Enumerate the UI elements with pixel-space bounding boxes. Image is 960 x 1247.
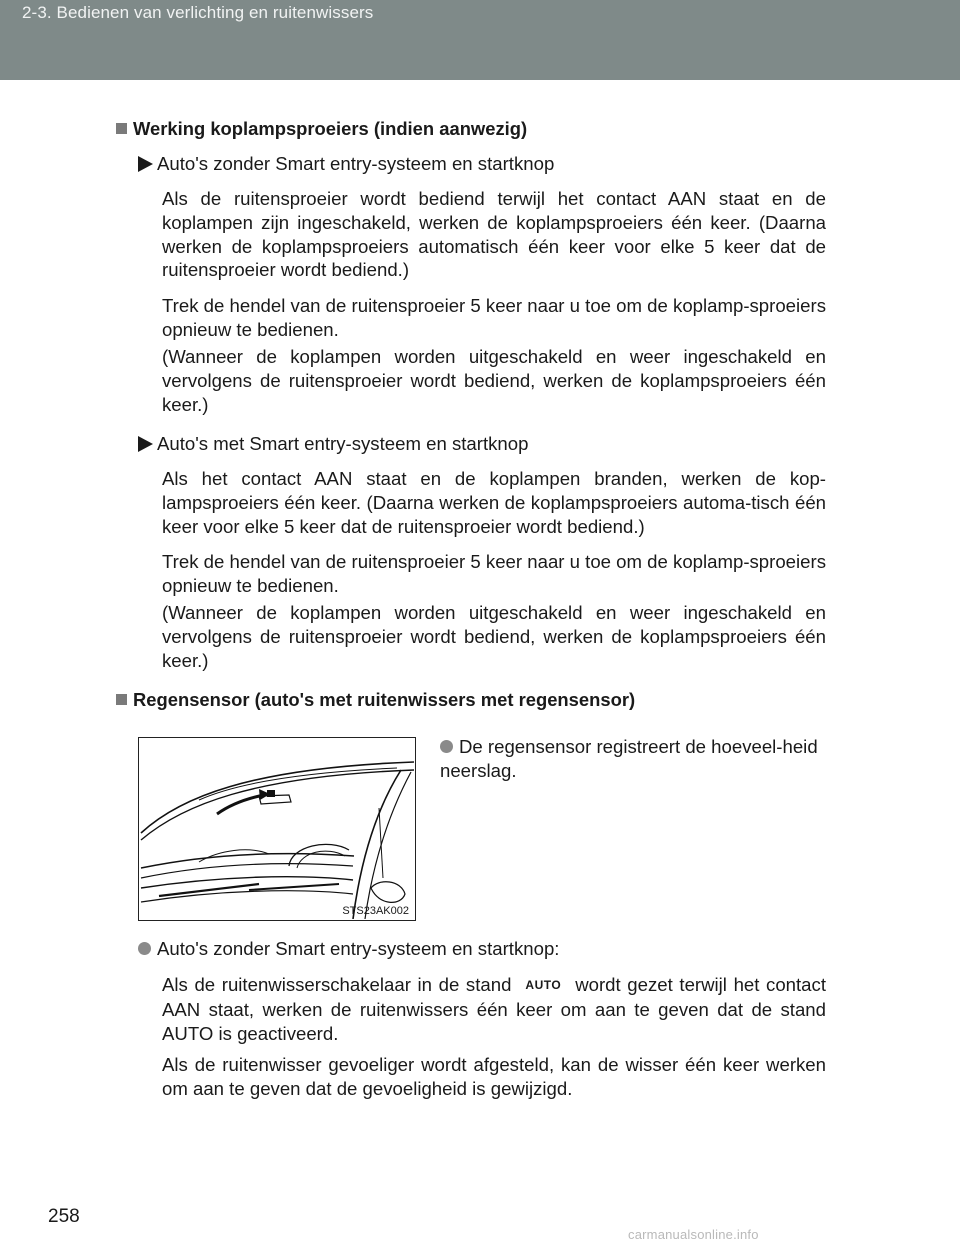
rain-sensor-illustration (138, 737, 416, 921)
sub2-paragraph-2: Trek de hendel van de ruitensproeier 5 keer naar u toe om de koplamp-sproeiers opnieuw te bedienen. (162, 551, 826, 596)
page-number: 258 (48, 1206, 80, 1227)
chapter-title: 2-3. Bedienen van verlichting en ruitenwissers (22, 3, 374, 22)
sub2-paragraph-1: Als het contact AAN staat en de koplampen branden, werken de kop-lampsproeiers één keer. (Daarna werken de koplampsproeiers automa-tisch één keer voor elke 5 keer dat de ruitensproeier wordt bediend.) (162, 468, 826, 537)
sub1-paragraph-3: (Wanneer de koplampen worden uitgeschakeld en weer ingeschakeld en vervolgens de ruitensproeier wordt bediend, werken de koplampsproeiers één keer.) (162, 346, 826, 415)
rain-paragraph-2: Als de ruitenwisser gevoeliger wordt afgesteld, kan de wisser één keer werken om aan te geven dat de gevoeligheid is gewijzigd. (162, 1054, 826, 1099)
bullet-without-smart-entry: Auto's zonder Smart entry-systeem en startknop: (138, 938, 559, 960)
figure-caption: STS23AK002 (342, 905, 409, 917)
triangle-bullet-icon (138, 156, 153, 172)
subsection-without-smart-entry: Auto's zonder Smart entry-systeem en startknop (138, 153, 554, 175)
triangle-bullet-icon (138, 436, 153, 452)
rain-paragraph-1: Als de ruitenwisserschakelaar in de stand AUTO wordt gezet terwijl het contact AAN staat, werken de ruitenwissers één keer om aan te geven dat de stand AUTO is geactiveerd. (162, 974, 826, 1044)
windshield-drawing (139, 738, 414, 919)
section-heading-rain-sensor: Regensensor (auto's met ruitenwissers met regensensor) (116, 689, 635, 711)
square-bullet-icon (116, 123, 127, 134)
sub1-paragraph-2: Trek de hendel van de ruitensproeier 5 keer naar u toe om de koplamp-sproeiers opnieuw te bedienen. (162, 295, 826, 340)
subsection-with-smart-entry: Auto's met Smart entry-systeem en startknop (138, 433, 528, 455)
auto-symbol-icon: AUTO (525, 978, 562, 992)
square-bullet-icon (116, 694, 127, 705)
watermark: carmanualsonline.info (628, 1227, 759, 1242)
sub1-paragraph-1: Als de ruitensproeier wordt bediend terwijl het contact AAN staat en de koplampen zijn ingeschakeld, werken de koplampsproeiers één keer. (Daarna werken de koplampsproeiers automatisch één keer voor elke 5 keer dat de ruitensproeier wordt bediend.) (162, 188, 826, 281)
sub2-paragraph-3: (Wanneer de koplampen worden uitgeschakeld en weer ingeschakeld en vervolgens de ruitensproeier wordt bediend, werken de koplampsproeiers één keer.) (162, 602, 826, 671)
bullet-rain-sensor-detects: De regensensor registreert de hoeveel-heid neerslag. (440, 736, 818, 781)
round-bullet-icon (440, 740, 453, 753)
round-bullet-icon (138, 942, 151, 955)
chapter-header (0, 0, 960, 80)
section-heading-headlamp-cleaners: Werking koplampsproeiers (indien aanwezig) (116, 118, 527, 140)
